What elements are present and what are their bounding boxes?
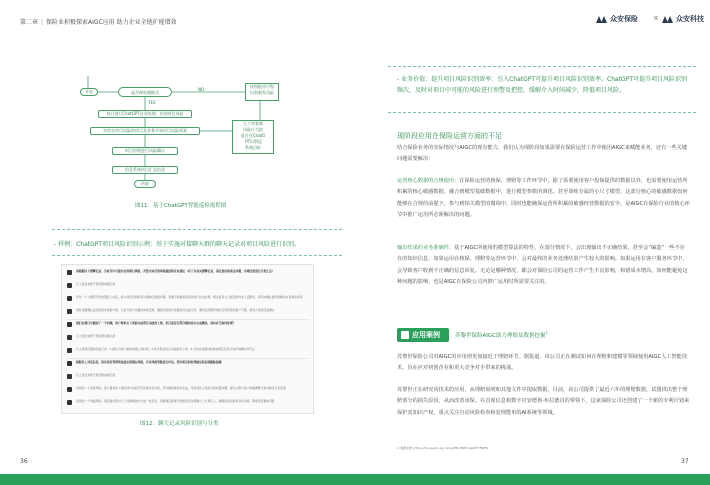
paragraph-output-accuracy (397, 243, 690, 288)
page-number-right: 37 (681, 458, 689, 465)
flowchart-start: 开始 (80, 88, 98, 96)
chat-message-text: 我们在项目中遇到了一个问题，客户要求在下周前完成所有功能的上线，但目前还有部分模块尚未完成测试，请问应当如何处理？ (76, 321, 236, 325)
figure-12-caption: 图12：聊天记录风险识别与分类 (140, 421, 219, 427)
paragraph-data-compliance (397, 176, 690, 221)
paragraph-intro: 结合保险业务的实际情况与AIGC的现有能力，我们认为现阶段如果需要在保险运营工作中使用AIGC来赋能业务，还有一些关键问题需要解决： (397, 145, 688, 163)
chat-avatar-icon (67, 283, 72, 288)
flowchart-end: 结束 (134, 180, 156, 188)
chat-avatar-icon (67, 296, 72, 301)
chat-message-text: 以上信息来源于项目群沟通记录 (76, 282, 116, 286)
chat-message-text: 以上信息来源于项目群沟通记录 (76, 373, 116, 377)
chat-message-text: 识别到一个进度风险：客户要求的上线时间与实际开发进度存在冲突，部分模块测试未完成，可能导致上线后出现质量问题，建议立即与客户沟通调整计划并制定应急预案 (76, 386, 286, 390)
flowchart-diagram (80, 72, 308, 212)
logo-separator: × (653, 14, 659, 22)
zhongan-tech-logo (662, 14, 704, 24)
chat-log-screenshot (61, 264, 314, 414)
chat-avatar-icon (67, 400, 72, 405)
book-icon (401, 331, 409, 339)
section-heading: 现阶段应用在保险运营方面的不足 (397, 132, 502, 140)
output-accuracy-lead: 输出结果的业务准确性： (397, 245, 455, 251)
zhongan-insurance-logo (596, 14, 638, 24)
flowchart-step-1: 每日进行ChatGPT自动处理，识别项目风险 (98, 110, 192, 118)
chat-separator (67, 358, 310, 359)
chat-avatar-icon (67, 374, 72, 379)
flowchart-step-4: 信息系统项目汇总信息 (112, 166, 178, 174)
intro-divider-bottom (388, 112, 696, 113)
zhongan-tech-logo-icon (662, 15, 674, 23)
chat-message-text: 开发一个大模型平台的项目上线后，客户使用反馈系统出现响应慢的问题，需要尽快排查原因并进行优化处理，相关负责人已经安排技术人员跟进，请尽快确认最终的解决方案和时间表 (76, 295, 303, 299)
application-case-tag (397, 328, 449, 342)
chat-message-text: 根据以上对话信息，请从项目管理的角度识别潜在风险，并对风险等级进行评估，给出相应的处理建议和后续跟踪措施 (76, 360, 222, 364)
chat-avatar-icon (67, 335, 72, 340)
flowchart-side-mid: 人工审查新 风险应当的 是否在ChatG PT识别反 系统目标 (232, 120, 274, 154)
application-case-label: 应用案例 (412, 331, 440, 339)
logo-right-text: 众安科技 (676, 15, 704, 23)
paragraph-zurich-detail: 苏黎世正在研究该技术的应用，从理赔说明和其他文件中提取数据。目前，该公司提供了最近六年的理赔数据，试图找出整个理赔部分的损失原因，从而改善承保。在首席信息和数字官安德鲁·布拉德肖的带领下，这家保险公司还创建了一个新的专利计划来保护其知识产权，重点关注自动风险检查和处理能单的AI系统等领域。 (397, 387, 690, 416)
logo-left-text: 众安保险 (610, 15, 638, 23)
chat-avatar-icon (67, 322, 72, 327)
header-chapter: 第二章 (20, 19, 39, 26)
chat-message-text: 以上是项目组的回复记录：1.建议与客户重新沟通上线时间；2.优先保证核心功能按时上线；3.对未完成测试的模块制定补充计划并明确时间节点 (76, 347, 255, 351)
flowchart-no-label: NO (198, 87, 205, 92)
zhongan-logo-icon (596, 15, 608, 23)
flowchart-step-3: 项目经理进行风险确认 (112, 147, 178, 155)
output-accuracy-text: 基于AIGC所使用的模型算法的特性，在部分情况下，会出现输出不正确结果，甚至会“编造”一些不存在的知识信息，如果运用在核保、理赔等运营环节中，会对最终的业务处理结果产生较大的影响。如果运用在客户服务环节中，会导致客户收到不正确的信息回复。无论是哪种情况，都会对保险公司的运营工作产生不良影响，和错成本增高。如何能避免这种问题的影响，也是AIGC在保险公司内推广运用时所需要关注的。 (397, 245, 688, 285)
example-divider-top (52, 229, 342, 230)
chat-avatar-icon (67, 309, 72, 314)
example-body: 基于实施对接聊天群的聊天记录对项目风险进行识别。 (156, 241, 301, 248)
paragraph-zurich-intro: 苏黎世保险公司对AIGC的应用则更加接近于理赔环节。据报道，该公司正在测试如何在理赔和建模等领域使用AIGC人工智能技术，旨在应对初创企业和更大竞争对手带来的挑战。 (397, 354, 688, 372)
case-title-text: 苏黎世保险AIGC助力理赔及数据挖掘 (455, 333, 546, 339)
footer-bar (0, 474, 710, 485)
footnote: 2. 数据来源 | https://mp.weixin.qq.com/s/P8t-3NtHkrljw1RF7fNPFQ (397, 446, 489, 450)
flowchart-side-top: 按照批评行程 识别新发风险 (245, 83, 279, 101)
case-footnote-ref: 2 (545, 331, 548, 336)
application-case-title (455, 331, 548, 339)
chat-avatar-icon (67, 270, 72, 275)
page-number-left: 36 (20, 458, 28, 465)
business-value-lead: - 业务价值：提升项目风险识别效率： (397, 76, 498, 83)
chat-avatar-icon (67, 348, 72, 353)
chat-message-text: 请根据以下群聊记录，分析其中可能存在的项目风险，并给出对应的风险描述和应对建议（以下为真实群聊记录，请注意识别重点问题，并将结果进行分类汇总） (76, 269, 275, 273)
page-header (0, 0, 710, 30)
business-value-text: 引入ChatGPT可提升项目风险识别效率。ChatGPT可提升项目风险识别频次，及时对项目中可能的风险进行预警及把控，缓解介入时间减少，降低项目风险。 (397, 76, 687, 94)
application-case-bar (397, 328, 697, 342)
example-text (54, 239, 300, 248)
example-lead: - 样例：ChatGPT项目风险识别示例： (54, 241, 157, 248)
figure-11-caption: 图11：基于ChatGPT智能巡检流程图 (135, 203, 227, 209)
flowchart-step-2: 对存在项目风险的项目及业务开展项目风险预案 (90, 127, 200, 135)
chat-separator (67, 319, 310, 320)
business-value-block (397, 74, 689, 96)
example-divider-bottom (52, 255, 342, 256)
chat-message-text: 同时需要确认后续的版本更新计划，以及与客户沟通的具体安排，确保项目按计划推进并完成交付，避免因延期导致的合同风险和客户不满，请各方及时回复确认 (76, 308, 275, 312)
data-compliance-text: 在保险运营的核保、理赔等工作环节中，除了需要使用客户投保提供的数据以外，也需要使用运营所积累的核心敏感数据，融合到模型基础数据中，进行模型参数的调优。甚至训练专属的小尺寸模型。这部分核心的敏感数据如何能够在合规的前提下，参与到相关模型的微调中，同时也能确保运营所积累的敏感经营数据的安全，是AIGC在保险行业的核心环节中推广运用所必须解决的问题。 (397, 178, 690, 218)
chat-message-text: 以上信息来源于项目群沟通记录 (76, 334, 116, 338)
chat-message-text: 识别到一个沟通风险：项目组内部对于上线策略尚未达成一致意见，需要项目经理尽快组织会议明确分工与责任人，确保信息同步和及时决策，降低项目整体风险 (76, 399, 275, 403)
header-chapter-title: 第二章 | 保险业积极探索AIGC应用 助力企业全链扩能增效 (20, 19, 177, 26)
flowchart-decision: 是否AI处理模式 (118, 87, 172, 97)
chat-avatar-icon (67, 361, 72, 366)
chat-avatar-icon (67, 387, 72, 392)
data-compliance-lead: 运营核心数据的合规使用： (397, 178, 460, 184)
intro-divider-top (388, 66, 696, 67)
flowchart-yes-label: YES (148, 100, 156, 105)
header-title: 保险业积极探索AIGC应用 助力企业全链扩能增效 (46, 19, 177, 26)
